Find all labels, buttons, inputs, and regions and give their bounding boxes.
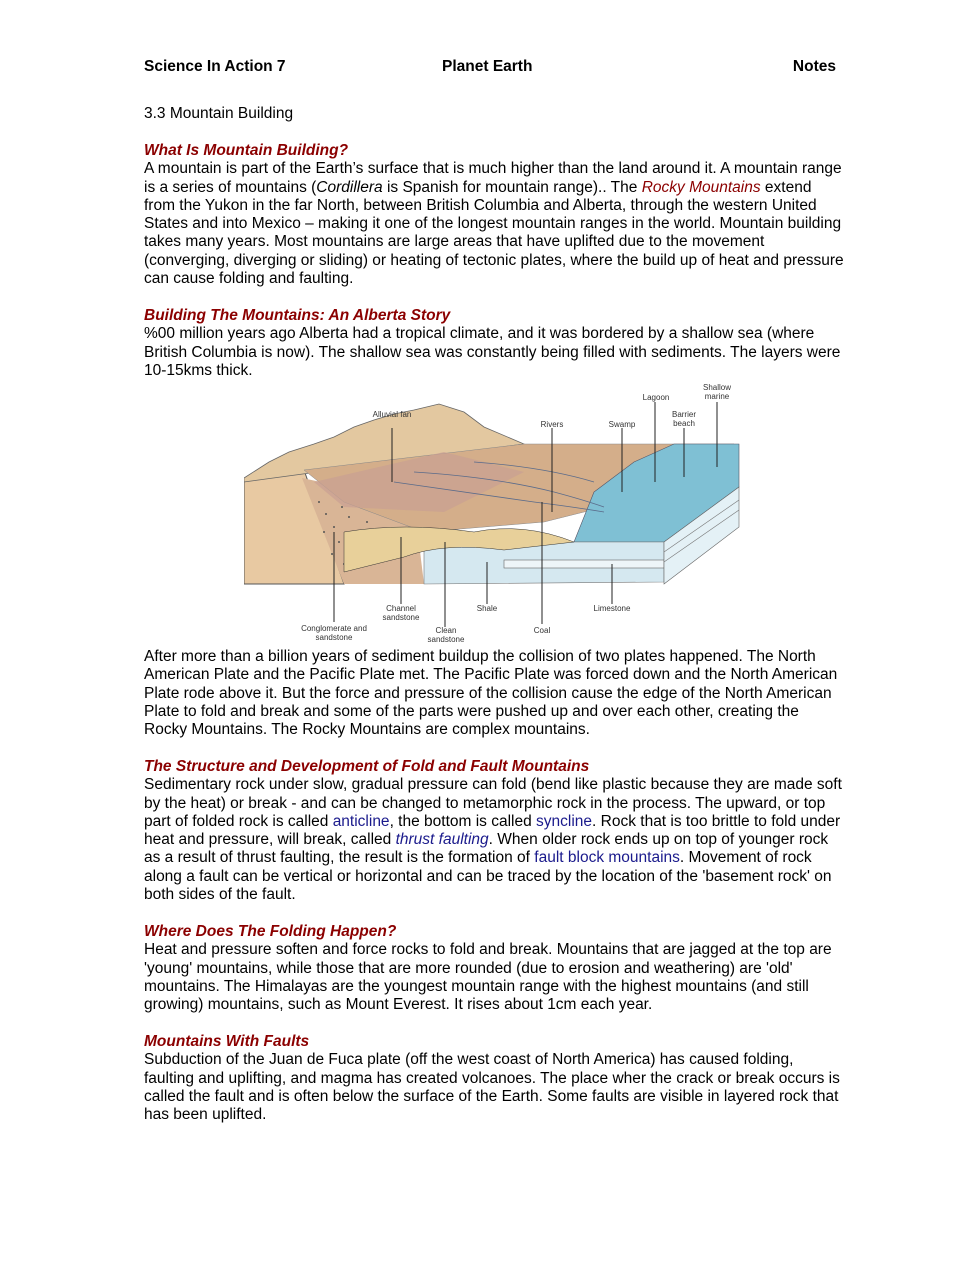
text-run: Sedimentary rock under slow, gradual pressure can fold (bend like plastic because they are made soft by the heat) or break - and can be changed to metamorphic rock in the process. The upward, or top part of folded rock is called xyxy=(144,776,842,830)
section-alberta-continued xyxy=(144,648,844,739)
label-limestone: Limestone xyxy=(593,604,631,613)
header-unit: Planet Earth xyxy=(442,58,533,75)
section-body: Subduction of the Juan de Fuca plate (off the west coast of North America) has caused folding, faulting and uplifting, and magma has created volcanoes. The place wher the crack or break occurs is called the fault and is often below the surface of the Earth. Some faults are visible in layered rock that has been uplifted. xyxy=(144,1051,840,1124)
label-conglomerate: Conglomerate and sandstone xyxy=(301,624,367,642)
text-run: is Spanish for mountain range).. The xyxy=(382,178,642,196)
term-cordillera: Cordillera xyxy=(316,178,383,196)
text-run: . When older rock ends up on top of younger rock as a result of thrust faulting, the result is the formation of xyxy=(144,831,829,867)
term-fault-block-mountains: fault block mountains xyxy=(534,849,680,867)
term-thrust-faulting: thrust faulting xyxy=(395,831,489,849)
label-lagoon: Lagoon xyxy=(642,393,670,402)
sedimentary-environments-diagram xyxy=(244,382,744,644)
label-barrier-beach: Barrier beach xyxy=(671,410,696,428)
section-number: 3.3 Mountain Building xyxy=(144,105,294,122)
section-heading: What Is Mountain Building? xyxy=(144,142,349,159)
term-rocky-mountains: Rocky Mountains xyxy=(641,178,761,196)
text-run: , the bottom is called xyxy=(389,812,537,830)
label-coal: Coal xyxy=(533,626,551,635)
section-heading: Where Does The Folding Happen? xyxy=(144,923,397,940)
section-body: After more than a billion years of sediment buildup the collision of two plates happened. The North American Plate and the Pacific Plate met. The Pacific Plate was forced down and the North American Plate rode above it. But the force and pressure of the collision cause the edge of the North American Plate to fold and break and some of the parts were pushed up and over each other, creating the Rocky Mountains. The Rocky Mountains are complex mountains. xyxy=(144,648,838,739)
section-body: %00 million years ago Alberta had a tropical climate, and it was bordered by a shallow sea (where British Columbia is now). The shallow sea was constantly being filled with sediments. The layers were 10-15kms thick. xyxy=(144,325,841,379)
label-shale: Shale xyxy=(476,604,498,613)
label-alluvial-fan: Alluvial fan xyxy=(372,410,412,419)
section-what-is-mountain-building xyxy=(144,142,844,288)
section-mountains-with-faults xyxy=(144,1033,844,1124)
section-where-folding-happens xyxy=(144,923,844,1014)
section-heading: Building The Mountains: An Alberta Story xyxy=(144,307,451,324)
label-channel-sandstone: Channel sandstone xyxy=(382,604,420,622)
header-notes: Notes xyxy=(792,58,836,75)
section-fold-and-fault xyxy=(144,758,844,904)
label-rivers: Rivers xyxy=(540,420,564,429)
text-run: A mountain is part of the Earth’s surface that is much higher than the land around it. A mountain range is a series of mountains ( xyxy=(144,160,842,196)
term-syncline: syncline xyxy=(536,812,593,830)
text-run: . Movement of rock along a fault can be vertical or horizontal and can be traced by the location of the 'basement rock' on both sides of the fault. xyxy=(144,849,832,904)
header-course: Science In Action 7 xyxy=(144,58,286,75)
label-clean-sandstone: Clean sandstone xyxy=(427,626,465,644)
section-alberta-story xyxy=(144,307,844,380)
section-body xyxy=(144,776,844,904)
text-run: extend from the Yukon in the far North, between British Columbia and Alberta, through the western United States and into Mexico – making it one of the longest mountain ranges in the world. Mountain building takes many years. Most mountains are large areas that have uplifted due to the movement (converging, diverging or sliding) or heating of tectonic plates, where the build up of heat and pressure can cause folding and faulting. xyxy=(144,178,844,288)
page-header xyxy=(144,58,836,78)
section-body xyxy=(144,160,844,288)
section-body: Heat and pressure soften and force rocks to fold and break. Mountains that are jagged at the top are 'young' mountains, while those that are more rounded (due to erosion and weathering) are 'old' mountains. The Himalayas are the youngest mountain range with the highest mountains (and still growing) mountains, such as Mount Everest. It rises about 1cm each year. xyxy=(144,941,832,1014)
term-anticline: anticline xyxy=(332,812,390,830)
section-heading: The Structure and Development of Fold and Fault Mountains xyxy=(144,758,590,775)
label-shallow-marine: Shallow marine xyxy=(702,383,731,401)
label-swamp: Swamp xyxy=(608,420,636,429)
section-heading: Mountains With Faults xyxy=(144,1033,310,1050)
text-run: . Rock that is too brittle to fold under heat and pressure, will break, called xyxy=(144,812,841,849)
